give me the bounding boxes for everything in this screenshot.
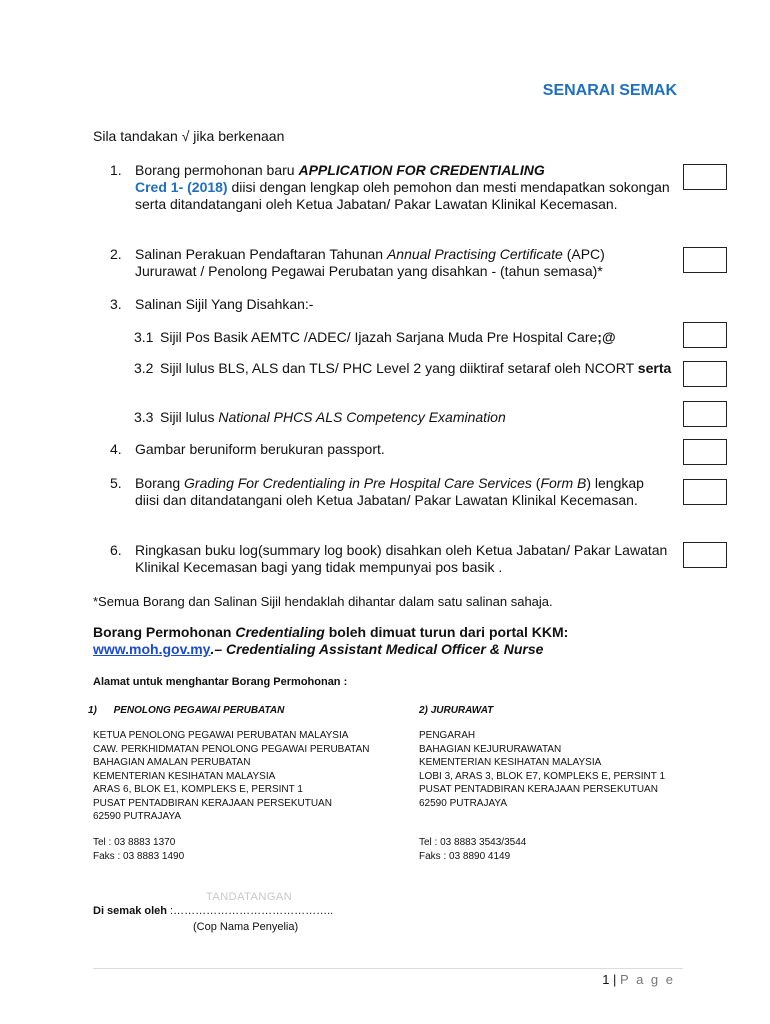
footer-divider: [93, 968, 683, 969]
address-1-heading: 1) PENOLONG PEGAWAI PERUBATAN: [88, 705, 285, 716]
download-heading: Borang Permohonan Credentialing boleh dimuat turun dari portal KKM: www.moh.gov.my.– Credentialing Assistant Medical Officer & Nurse: [93, 624, 569, 657]
checkbox-item-4[interactable]: [683, 439, 727, 465]
address-2-block: PENGARAH BAHAGIAN KEJURURAWATAN KEMENTERIAN KESIHATAN MALAYSIA LOBI 3, ARAS 3, BLOK E7, KOMPLEKS E, PERSINT 1 PUSAT PENTADBIRAN KERAJAAN PERSEKUTUAN 62590 PUTRAJAYA: [419, 730, 666, 809]
supervisor-stamp-label: (Cop Nama Penyelia): [193, 921, 299, 933]
address-2-contact: Tel : 03 8883 3543/3544 Faks : 03 8890 4149: [419, 837, 527, 862]
checklist-subitem-3-1: 3.1 Sijil Pos Basik AEMTC /ADEC/ Ijazah Sarjana Muda Pre Hospital Care;@: [134, 329, 616, 345]
checklist-item-3: 3. Salinan Sijil Yang Disahkan:-: [110, 296, 314, 312]
address-title: Alamat untuk menghantar Borang Permohonan :: [93, 676, 348, 688]
checklist-item-1: 1. Borang permohonan baru APPLICATION FOR CREDENTIALING Cred 1- (2018) diisi dengan lengkap oleh pemohon dan mesti mendapatkan sokongan serta ditandatangani oleh Ketua Jabatan/ Pakar Lawatan Klinikal Kecemasan.: [110, 162, 670, 212]
page-footer: 1 | P a g e: [602, 972, 675, 987]
address-1-contact: Tel : 03 8883 1370 Faks : 03 8883 1490: [93, 837, 185, 862]
checkbox-item-1[interactable]: [683, 164, 727, 190]
checkbox-subitem-3-2[interactable]: [683, 361, 727, 387]
checklist-subitem-3-3: 3.3 Sijil lulus National PHCS ALS Competency Examination: [134, 409, 506, 425]
checkbox-item-6[interactable]: [683, 542, 727, 568]
checkbox-subitem-3-3[interactable]: [683, 401, 727, 427]
checklist-item-4: 4. Gambar beruniform berukuran passport.: [110, 441, 385, 457]
address-2-heading: 2) JURURAWAT: [419, 705, 494, 716]
address-1-block: KETUA PENOLONG PEGAWAI PERUBATAN MALAYSIA CAW. PERKHIDMATAN PENOLONG PEGAWAI PERUBATAN BAHAGIAN AMALAN PERUBATAN KEMENTERIAN KESIHATAN MALAYSIA ARAS 6, BLOK E1, KOMPLEKS E, PERSINT 1 PUSAT PENTADBIRAN KERAJAAN PERSEKUTUAN 62590 PUTRAJAYA: [93, 730, 370, 822]
checklist-item-5: 5. Borang Grading For Credentialing in Pre Hospital Care Services (Form B) lengkap diisi dan ditandatangani oleh Ketua Jabatan/ Pakar Lawatan Klinikal Kecemasan.: [110, 475, 644, 508]
checkbox-subitem-3-1[interactable]: [683, 322, 727, 348]
reviewed-by-line: Di semak oleh :……………………………………..: [93, 905, 334, 917]
instruction-text: Sila tandakan √ jika berkenaan: [93, 128, 285, 144]
page-title: SENARAI SEMAK: [542, 82, 677, 99]
signature-placeholder: TANDATANGAN: [206, 891, 293, 903]
checkbox-item-5[interactable]: [683, 479, 727, 505]
checklist-item-2: 2. Salinan Perakuan Pendaftaran Tahunan Annual Practising Certificate (APC) Jururawat / Penolong Pegawai Perubatan yang disahkan - (tahun semasa)*: [110, 246, 605, 279]
moh-portal-link[interactable]: www.moh.gov.my: [93, 641, 211, 657]
checkbox-item-2[interactable]: [683, 247, 727, 273]
checklist-subitem-3-2: 3.2 Sijil lulus BLS, ALS dan TLS/ PHC Level 2 yang diiktiraf setaraf oleh NCORT serta: [134, 360, 672, 376]
checklist-item-6: 6. Ringkasan buku log(summary log book) disahkan oleh Ketua Jabatan/ Pakar Lawatan Klinikal Kecemasan bagi yang tidak mempunyai pos basik .: [110, 542, 668, 575]
footnote: *Semua Borang dan Salinan Sijil hendaklah dihantar dalam satu salinan sahaja.: [93, 594, 553, 609]
